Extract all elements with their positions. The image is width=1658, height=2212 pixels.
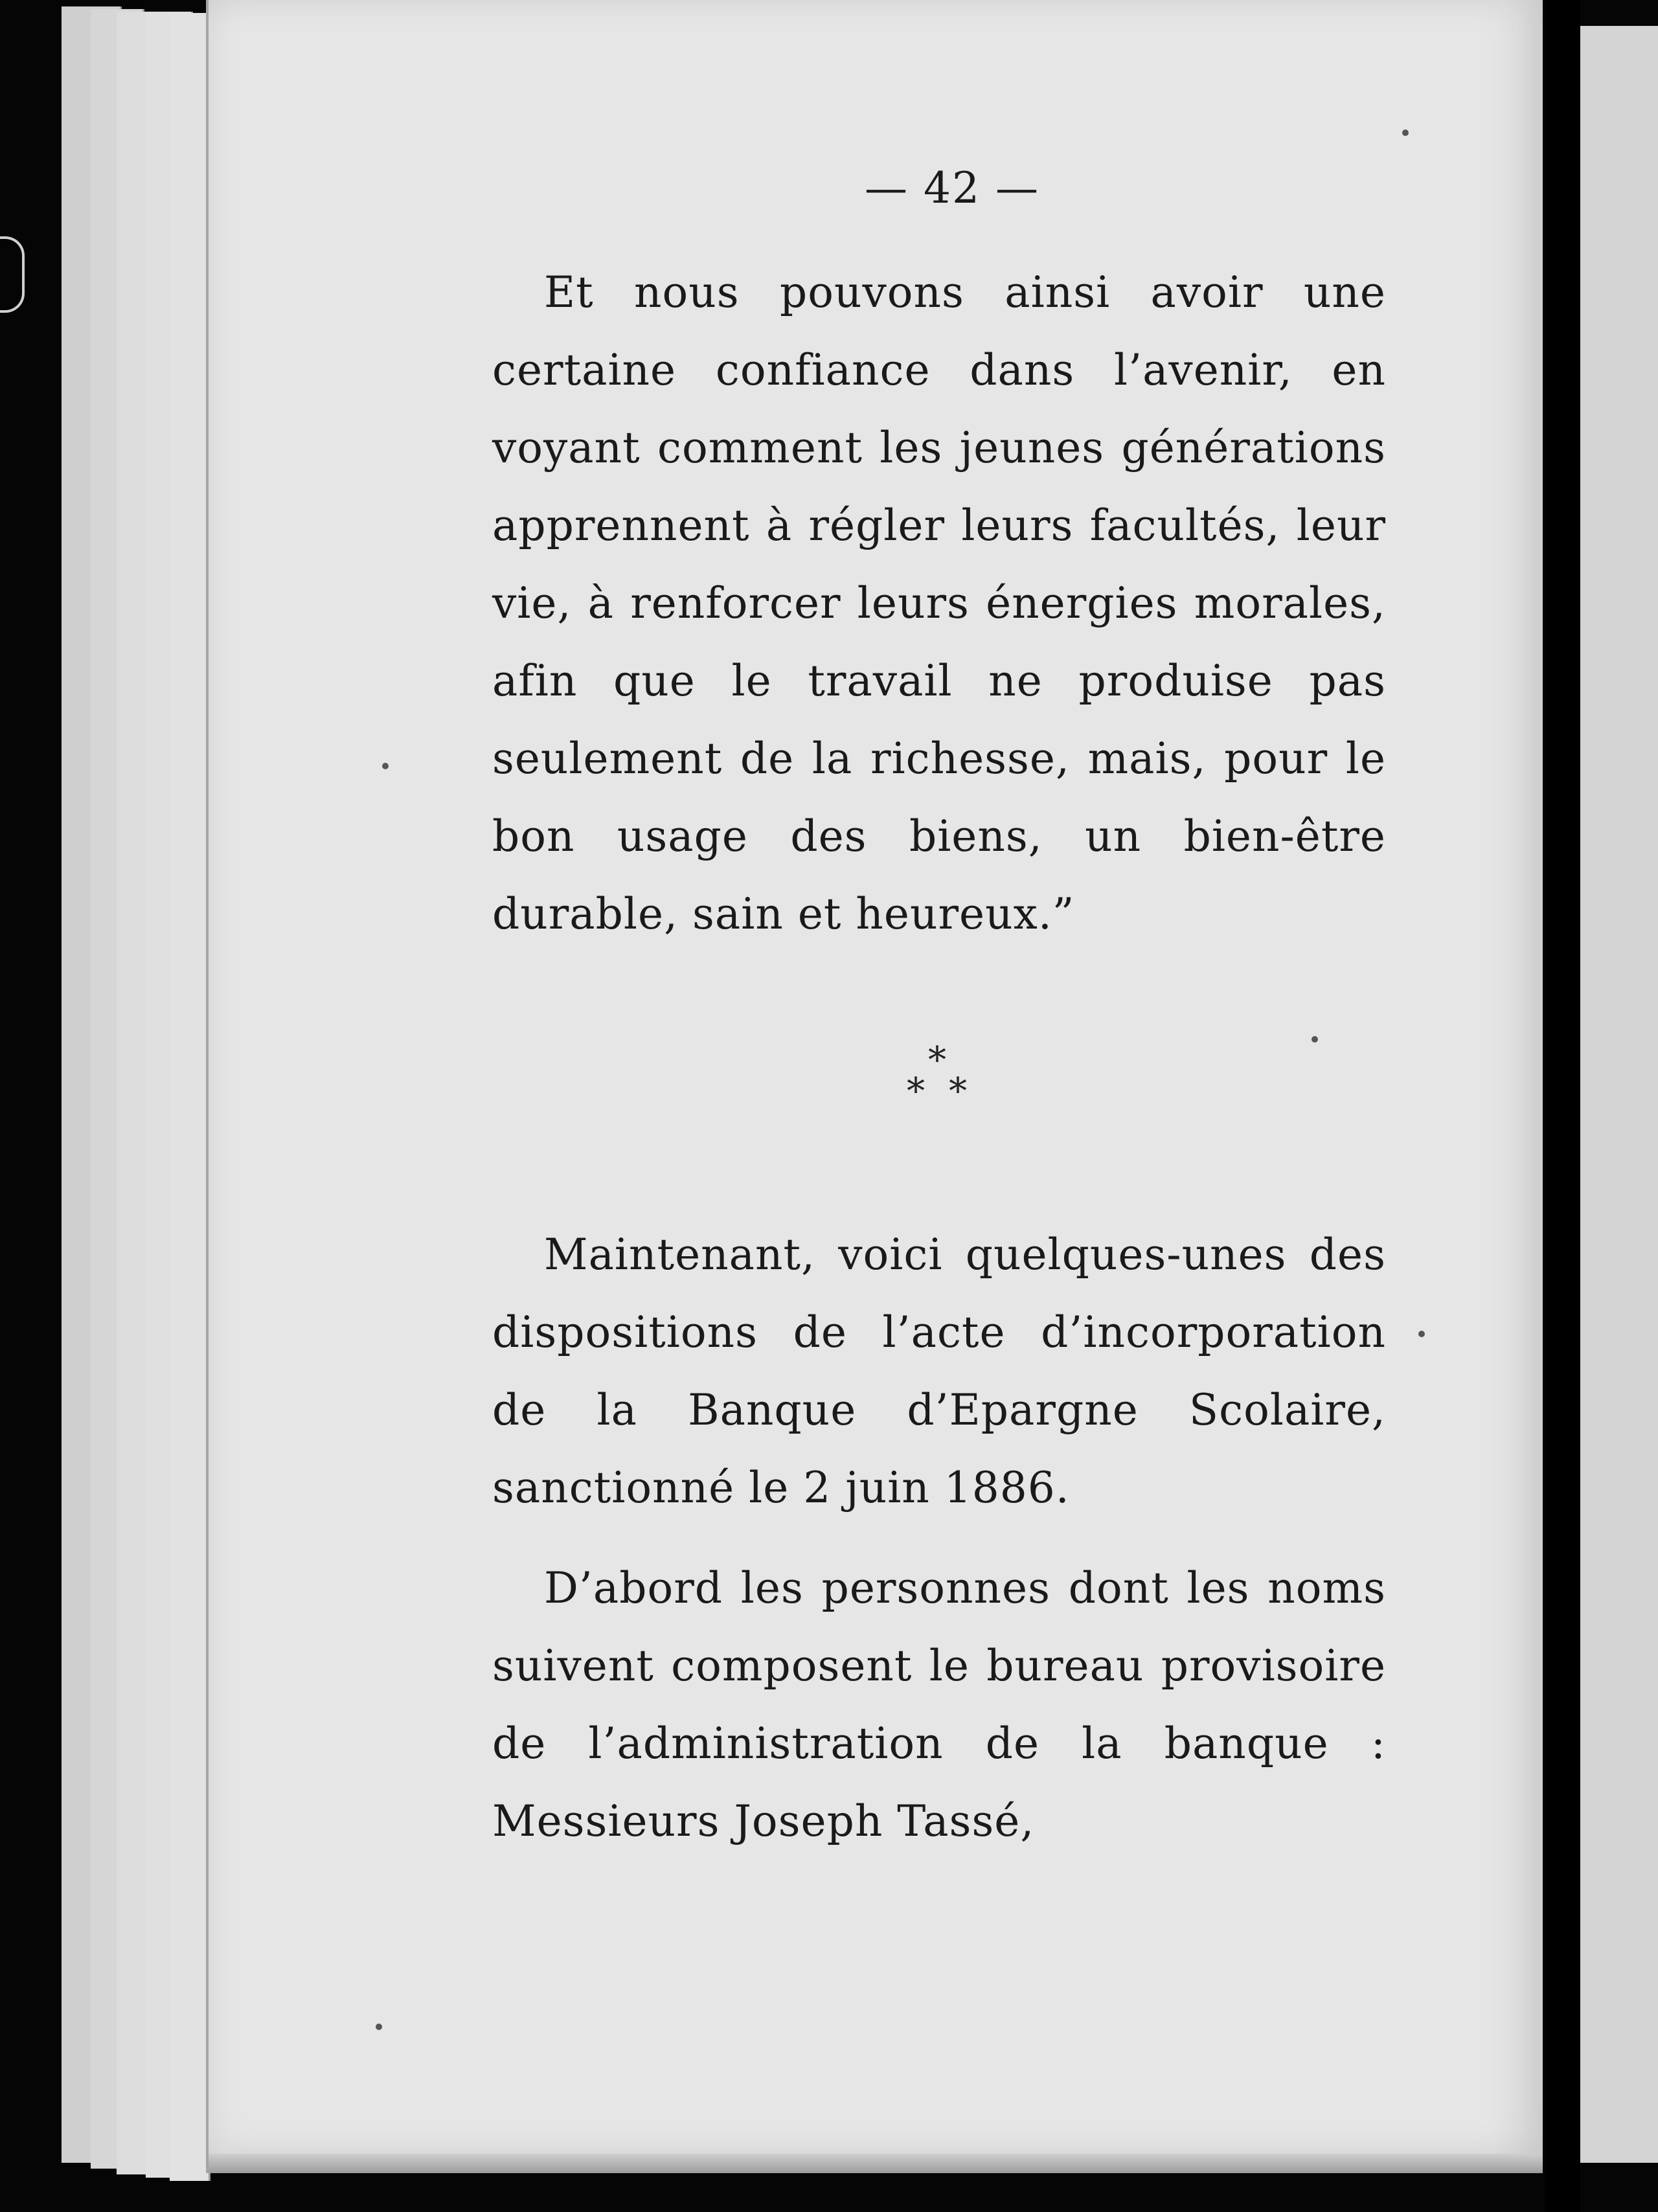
paper-speck <box>382 763 389 769</box>
book-gutter <box>1545 0 1580 2212</box>
paragraph-2: Maintenant, voici quelques-unes des dispositions de l’acte d’incorporation de la Banque d’Epargne Scolaire, sanctionné le 2 juin 1886. <box>492 1230 1386 1513</box>
next-page-edge <box>1580 26 1658 2163</box>
separator-star: * <box>928 1039 946 1081</box>
paper-speck <box>1312 1036 1318 1043</box>
section-separator <box>903 1039 981 1114</box>
separator-star: * <box>949 1070 967 1112</box>
paper-speck <box>376 2024 382 2030</box>
paper-speck <box>1402 130 1409 136</box>
page-bottom-shadow <box>209 2154 1543 2173</box>
paper-speck <box>1418 1331 1425 1337</box>
separator-star: * <box>907 1070 925 1112</box>
page-edge <box>170 13 210 2181</box>
paragraph-1: Et nous pouvons ainsi avoir une certaine confiance dans l’avenir, en voyant comment les jeunes générations apprennent à régler leurs facultés, leur vie, à renforcer leurs énergies morales, afin que le travail ne produise pas seulement de la richesse, mais, pour le bon usage des biens, un bien-être durable, sain et heureux.” <box>492 267 1386 939</box>
left-page-bracket-mark <box>0 236 25 313</box>
page-number: — 42 — <box>865 163 1039 213</box>
paragraph-3: D’abord les personnes dont les noms suivent composent le bureau provisoire de l’administration de la banque : Messieurs Joseph Tassé, <box>492 1563 1386 1846</box>
